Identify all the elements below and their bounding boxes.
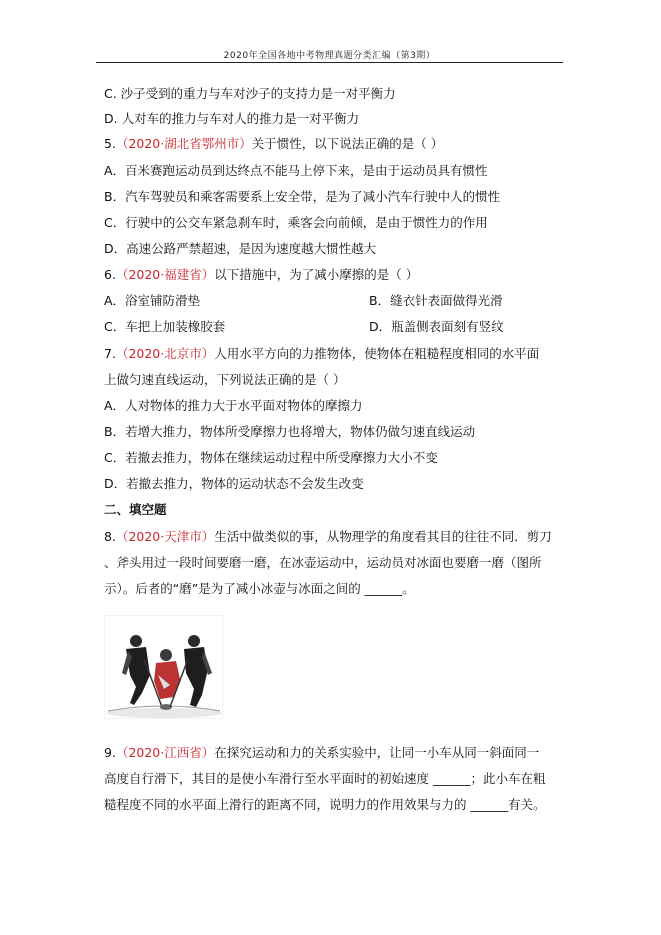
q5-option-a: A．百米赛跑运动员到达终点不能马上停下来，是由于运动员具有惯性 xyxy=(104,163,488,178)
q9-number: 9. xyxy=(104,745,116,760)
q7-source: （2020·北京市） xyxy=(115,346,215,361)
q8-text-1: 生活中做类似的事，从物理学的角度看其目的往往不同．剪刀 xyxy=(214,529,552,544)
q6-option-c: C．车把上加装橡胶套 xyxy=(104,319,226,334)
page-header: 2020年全国各地中考物理真题分类汇编（第3期） xyxy=(223,51,436,61)
q7-text-1: 人用水平方向的力推物体，使物体在粗糙程度相同的水平面 xyxy=(214,346,540,361)
q9-line-2: 高度自行滑下，其目的是使小车滑行至水平面时的初始速度 ______；此小车在粗 xyxy=(104,771,546,786)
q8-number: 8. xyxy=(104,529,116,544)
q6-option-a: A．浴室铺防滑垫 xyxy=(104,293,201,308)
q8-line-2: 、斧头用过一段时间要磨一磨，在冰壶运动中，运动员对冰面也要磨一磨（图所 xyxy=(104,555,542,570)
q7-option-a: A．人对物体的推力大于水平面对物体的摩擦力 xyxy=(104,398,363,413)
q9-line-3: 糙程度不同的水平面上滑行的距离不同，说明力的作用效果与力的 ______有关。 xyxy=(104,797,546,812)
q7-stem-line-2: 上做匀速直线运动，下列说法正确的是（ ） xyxy=(104,372,346,387)
q5-option-b: B．汽车驾驶员和乘客需要系上安全带，是为了减小汽车行驶中人的惯性 xyxy=(104,189,501,204)
q6-option-d: D．瓶盖侧表面刻有竖纹 xyxy=(369,319,504,334)
q9-line-1 xyxy=(104,745,539,761)
q5-source: （2020·湖北省鄂州市） xyxy=(115,136,252,151)
q6-number: 6. xyxy=(104,267,116,282)
q7-number: 7. xyxy=(104,346,116,361)
q8-line-3: 示）。后者的“磨”是为了减小冰壶与冰面之间的 ______。 xyxy=(104,581,415,596)
q6-source: （2020·福建省） xyxy=(115,267,215,282)
curling-photo xyxy=(104,615,223,719)
q8-line-1 xyxy=(104,529,552,545)
q8-source: （2020·天津市） xyxy=(115,529,215,544)
q6-text: 以下措施中，为了减小摩擦的是（ ） xyxy=(214,267,419,282)
q5-text: 关于惯性，以下说法正确的是（ ） xyxy=(251,136,444,151)
q7-stem-line-1 xyxy=(104,346,539,362)
q7-option-b: B．若增大推力，物体所受摩擦力也将增大，物体仍做匀速直线运动 xyxy=(104,424,476,439)
q7-option-c: C．若撤去推力，物体在继续运动过程中所受摩擦力大小不变 xyxy=(104,450,438,465)
q6-options-row-1 xyxy=(104,293,564,309)
header-rule xyxy=(96,62,563,63)
q7-option-d: D．若撤去推力，物体的运动状态不会发生改变 xyxy=(104,476,364,491)
q9-text-1: 在探究运动和力的关系实验中，让同一小车从同一斜面同一 xyxy=(214,745,540,760)
q4-option-c: C. 沙子受到的重力与车对沙子的支持力是一对平衡力 xyxy=(104,86,396,101)
section-title-fill-blank: 二、填空题 xyxy=(104,502,167,517)
q6-options-row-2 xyxy=(104,319,564,335)
q5-number: 5. xyxy=(104,136,116,151)
q5-stem xyxy=(104,136,443,152)
q5-option-c: C．行驶中的公交车紧急刹车时，乘客会向前倾，是由于惯性力的作用 xyxy=(104,215,488,230)
q9-source: （2020·江西省） xyxy=(115,745,215,760)
q6-option-b: B．缝衣针表面做得光滑 xyxy=(369,293,503,308)
q5-option-d: D．高速公路严禁超速，是因为速度越大惯性越大 xyxy=(104,241,377,256)
q6-stem xyxy=(104,267,418,283)
q4-option-d: D. 人对车的推力与车对人的推力是一对平衡力 xyxy=(104,111,360,126)
